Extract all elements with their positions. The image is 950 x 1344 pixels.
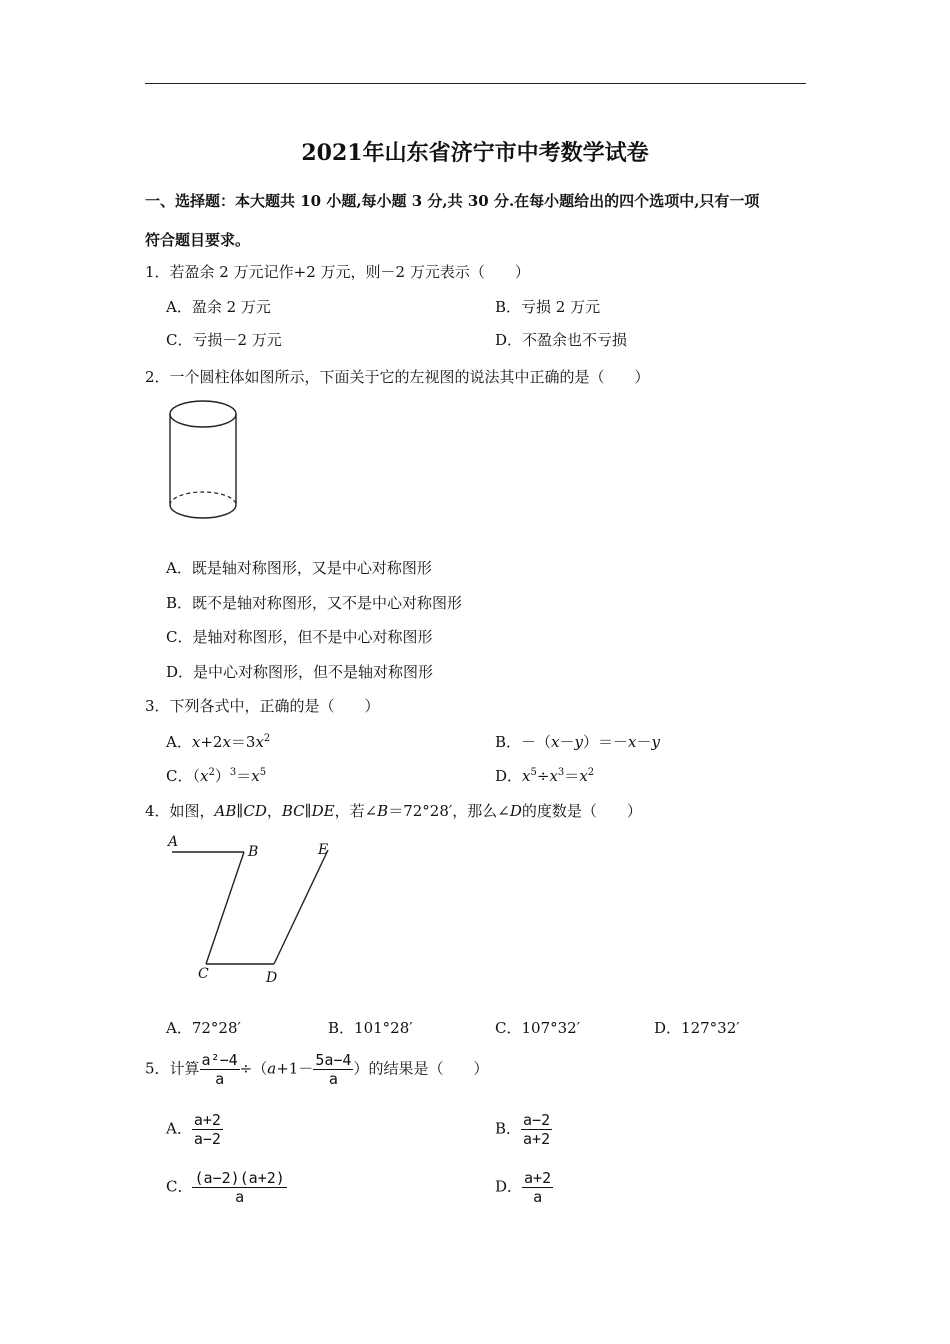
q5-option-a: A． $\frac{a+2}{a-2}$ <box>166 1111 221 1148</box>
label-e: E <box>318 842 329 858</box>
q4-option-a: A．72°28′ <box>166 1019 241 1037</box>
q4-option-c: C．107°32′ <box>495 1019 581 1037</box>
q2-option-c: C．是轴对称图形，但不是中心对称图形 <box>166 628 433 646</box>
q2-option-a: A．既是轴对称图形，又是中心对称图形 <box>166 559 432 577</box>
q3-option-a: A．$x+2x=3x^2$ <box>166 733 271 751</box>
q2-option-d: D．是中心对称图形，但不是轴对称图形 <box>166 663 434 681</box>
q1-option-c: C．亏损－2 万元 <box>166 331 282 349</box>
label-c: C <box>198 966 209 982</box>
q4-option-d: D．127°32′ <box>654 1019 740 1037</box>
q1-option-b: B．亏损 2 万元 <box>495 298 601 316</box>
question-5-stem: 5．计算 $\frac{\text{a²−4}}{a}$ ÷（a+1－ $\frac{5a-4}{a}$ ）的结果是（ ） <box>145 1051 489 1088</box>
section-heading-cont: 符合题目要求。 <box>145 231 251 249</box>
q3-option-c: C．$(x^2)^3=x^5$ <box>166 767 267 785</box>
question-4-stem: 4．如图，AB∥CD，BC∥DE，若∠B＝72°28′，那么∠D的度数是（ ） <box>145 802 642 820</box>
q5-option-d: D． $\frac{a+2}{a}$ <box>495 1169 552 1206</box>
q3-option-b: B．－（x－y）＝－x－y <box>495 733 660 751</box>
page-title: 2021年山东省济宁市中考数学试卷 <box>301 140 649 166</box>
q1-option-a: A．盈余 2 万元 <box>166 298 271 316</box>
question-2-stem: 2．一个圆柱体如图所示，下面关于它的左视图的说法其中正确的是（ ） <box>145 368 650 386</box>
fraction-1: $\frac{\text{a²−4}}{a}$ <box>201 1051 238 1088</box>
label-b: B <box>248 844 259 860</box>
q2-option-b: B．既不是轴对称图形，又不是中心对称图形 <box>166 594 463 612</box>
q1-option-d: D．不盈余也不亏损 <box>495 331 628 349</box>
question-1-stem: 1．若盈余 2 万元记作+2 万元，则－2 万元表示（ ） <box>145 263 530 281</box>
label-a: A <box>168 834 179 850</box>
q3-option-d: D．$x^5\div x^3=x^2$ <box>495 767 595 785</box>
label-d: D <box>266 970 278 986</box>
header-rule <box>145 83 806 84</box>
q4-option-b: B．101°28′ <box>328 1019 413 1037</box>
q5-option-c: C． $\frac{(a-2)(a+2)}{a}$ <box>166 1169 285 1206</box>
parallel-lines-figure <box>162 832 342 992</box>
fraction-2: $\frac{5a-4}{a}$ <box>315 1051 352 1088</box>
question-3-stem: 3．下列各式中，正确的是（ ） <box>145 697 380 715</box>
q5-option-b: B． $\frac{a-2}{a+2}$ <box>495 1111 551 1148</box>
section-heading: 一、选择题：本大题共 10 小题,每小题 3 分,共 30 分.在每小题给出的四个选项中,只有一项 <box>145 192 760 210</box>
cylinder-figure <box>162 395 246 525</box>
